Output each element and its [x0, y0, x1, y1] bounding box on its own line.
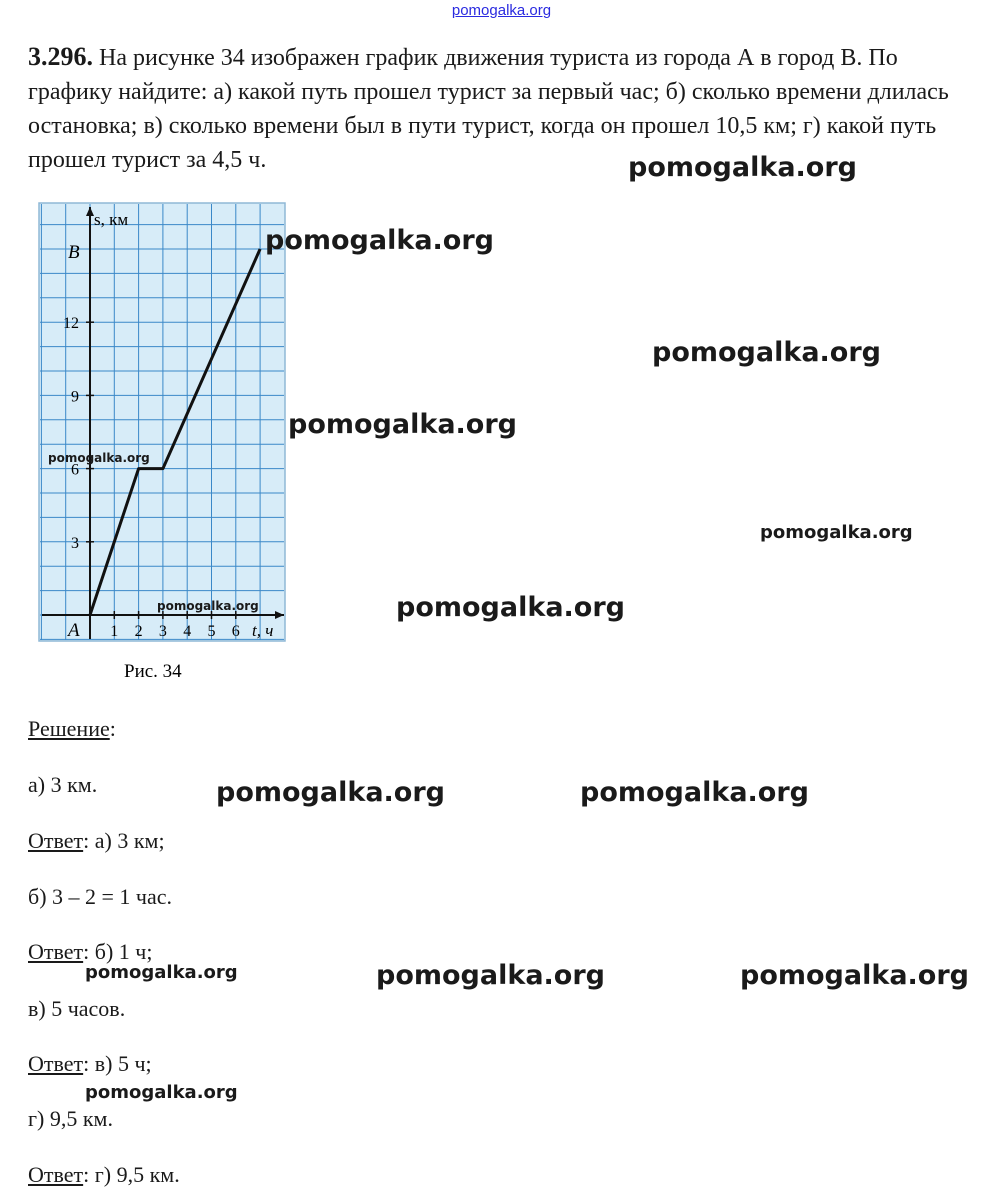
origin-label: A	[68, 620, 80, 641]
x-tick-label: 5	[207, 623, 216, 640]
watermark: pomogalka.org	[760, 522, 913, 543]
x-tick-label: 1	[110, 623, 119, 640]
watermark: pomogalka.org	[216, 777, 445, 808]
x-axis-label: t, ч	[252, 621, 274, 640]
watermark: pomogalka.org	[740, 960, 969, 991]
motion-graph	[30, 195, 300, 690]
answer-line-d: Ответ: г) 9,5 км.	[28, 1162, 180, 1187]
solution-line-a: а) 3 км.	[28, 772, 98, 797]
watermark: pomogalka.org	[85, 1082, 238, 1103]
watermark: pomogalka.org	[376, 960, 605, 991]
site-link[interactable]: pomogalka.org	[451, 2, 552, 19]
y-tick-label: 12	[63, 315, 79, 333]
watermark: pomogalka.org	[85, 962, 238, 983]
graph-background	[39, 203, 285, 641]
figure-caption: Рис. 34	[124, 661, 182, 682]
watermark: pomogalka.org	[396, 592, 625, 623]
solution-heading: Решение:	[28, 716, 116, 741]
watermark: pomogalka.org	[265, 225, 494, 256]
watermark: pomogalka.org	[628, 152, 857, 183]
answer-line-b: Ответ: б) 1 ч;	[28, 939, 153, 964]
solution-line-c: в) 5 часов.	[28, 996, 126, 1021]
point-b-label: B	[68, 242, 80, 263]
x-tick-label: 4	[183, 623, 192, 640]
y-tick-label: 9	[71, 388, 79, 406]
problem-number: 3.296.	[28, 42, 93, 71]
answer-line-a: Ответ: а) 3 км;	[28, 828, 165, 853]
y-tick-label: 3	[71, 534, 79, 552]
watermark: pomogalka.org	[580, 777, 809, 808]
x-tick-label: 2	[134, 623, 143, 640]
watermark: pomogalka.org	[288, 409, 517, 440]
solution-line-d: г) 9,5 км.	[28, 1106, 113, 1131]
y-axis-label: s, км	[94, 210, 129, 229]
y-tick-label: 6	[71, 461, 79, 479]
answer-line-c: Ответ: в) 5 ч;	[28, 1051, 152, 1076]
problem-text: На рисунке 34 изображен график движения туриста из города А в город В. По графику найдите: а) какой путь прошел турист за первый час; б) сколько времени длилась остановка; в) сколько времени был в пути турист, когда он прошел 10,5 км; г) какой путь прошел турист за 4,5 ч.	[28, 45, 949, 173]
x-tick-label: 3	[158, 623, 167, 640]
watermark: pomogalka.org	[48, 451, 150, 465]
x-tick-label: 6	[231, 623, 240, 640]
watermark: pomogalka.org	[652, 337, 881, 368]
watermark: pomogalka.org	[157, 599, 259, 613]
solution-line-b: б) 3 – 2 = 1 час.	[28, 884, 173, 909]
